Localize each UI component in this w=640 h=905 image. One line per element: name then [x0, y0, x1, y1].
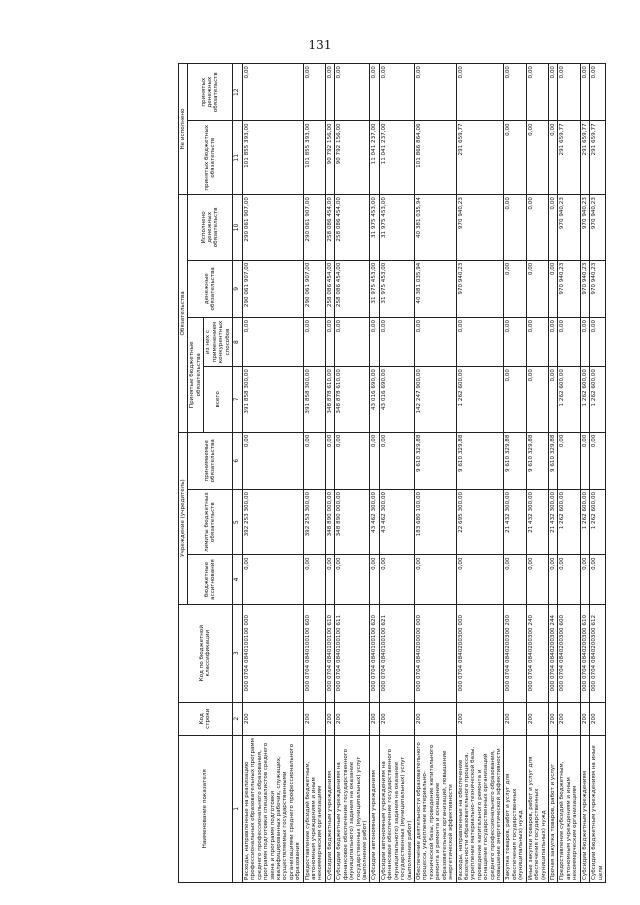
row-value-cell: 0,00 — [242, 555, 303, 604]
row-name-cell: Предоставление субсидий бюджетным, автономным учреждениям и иным некоммерческим организациям — [303, 735, 325, 882]
row-value-cell: 0,00 — [325, 64, 334, 121]
row-value-cell: 0,00 — [379, 432, 414, 489]
row-code-cell: 200 — [580, 702, 589, 735]
row-value-cell: 0,00 — [526, 121, 548, 195]
row-value-cell: 0,00 — [335, 555, 370, 604]
row-value-cell: 0,00 — [242, 317, 303, 366]
row-value-cell: 0,00 — [504, 260, 526, 317]
row-value-cell: 101 855 393,00 — [242, 121, 303, 195]
header-competitive: из них с применением конкурентных способов — [204, 317, 233, 366]
row-name-cell: Субсидии автономным учреждениям — [370, 735, 379, 882]
row-kbk-cell: 000 0704 0840100100 000 — [242, 604, 303, 702]
column-number: 4 — [232, 555, 242, 604]
row-name-cell: Обеспечение деятельности образовательного процесса, укрепление материально-технической базы, проведение капитального ремонта и ремонта и оснащение образовательных организаций, повышение энергетической эффективности — [414, 735, 456, 882]
row-code-cell: 200 — [526, 702, 548, 735]
header-allocations: бюджетные ассигнования — [188, 555, 233, 604]
row-value-cell: 90 792 156,00 — [325, 121, 334, 195]
row-value-cell: 391 858 300,00 — [242, 367, 303, 433]
header-execution: Исполнено денежных обязательств — [188, 195, 233, 261]
row-value-cell: 290 061 907,00 — [303, 260, 325, 317]
row-value-cell: 0,00 — [548, 195, 557, 261]
row-value-cell: 0,00 — [504, 195, 526, 261]
row-value-cell: 348 890 000,00 — [335, 489, 370, 555]
row-value-cell: 0,00 — [456, 317, 504, 366]
row-value-cell: 40 381 035,94 — [414, 195, 456, 261]
table-row — [526, 64, 548, 883]
row-name-cell: Закупка товаров, работ и услуг для обеспечения государственных (муниципальных) нужд — [504, 735, 526, 882]
row-value-cell: 0,00 — [504, 367, 526, 433]
row-kbk-cell: 000 0704 0840200300 610 — [580, 604, 589, 702]
row-value-cell: 0,00 — [580, 555, 589, 604]
row-value-cell: 0,00 — [526, 260, 548, 317]
row-kbk-cell: 000 0704 0840200300 612 — [590, 604, 606, 702]
row-value-cell: 970 940,23 — [456, 260, 504, 317]
row-value-cell: 22 695 300,00 — [456, 489, 504, 555]
row-value-cell: 43 462 300,00 — [370, 489, 379, 555]
row-value-cell: 0,00 — [580, 432, 589, 489]
row-kbk-cell: 000 0704 0840200300 244 — [548, 604, 557, 702]
row-value-cell: 43 016 690,00 — [379, 367, 414, 433]
row-value-cell: 291 659,77 — [590, 121, 606, 195]
row-value-cell: 970 940,23 — [558, 195, 580, 261]
row-code-cell: 200 — [325, 702, 334, 735]
row-value-cell: 0,00 — [548, 367, 557, 433]
row-name-cell: Субсидии автономным учреждениям на финансовое обеспечение государственного (муниципального) задания на оказание государственных (муниципальных) услуг (выполнение работ) — [379, 735, 414, 882]
row-value-cell: 0,00 — [526, 195, 548, 261]
row-value-cell: 0,00 — [242, 64, 303, 121]
column-number: 12 — [232, 64, 242, 121]
row-code-cell: 200 — [303, 702, 325, 735]
row-value-cell: 258 086 454,00 — [335, 260, 370, 317]
row-code-cell: 200 — [456, 702, 504, 735]
column-number: 10 — [232, 195, 242, 261]
row-value-cell: 970 940,23 — [558, 260, 580, 317]
row-value-cell: 0,00 — [548, 555, 557, 604]
row-value-cell: 9 610 329,88 — [504, 432, 526, 489]
row-value-cell: 970 940,23 — [456, 195, 504, 261]
row-value-cell: 0,00 — [558, 317, 580, 366]
row-value-cell: 1 262 600,00 — [580, 367, 589, 433]
row-value-cell: 0,00 — [558, 432, 580, 489]
row-value-cell: 290 061 907,00 — [242, 260, 303, 317]
row-value-cell: 0,00 — [548, 317, 557, 366]
row-value-cell: 21 432 300,00 — [548, 489, 557, 555]
row-value-cell: 0,00 — [303, 432, 325, 489]
row-value-cell: 0,00 — [456, 555, 504, 604]
header-line-code: Код строки — [179, 702, 233, 735]
row-value-cell: 348 878 610,00 — [335, 367, 370, 433]
row-value-cell: 348 890 000,00 — [325, 489, 334, 555]
row-value-cell: 43 016 690,00 — [370, 367, 379, 433]
row-value-cell: 970 940,23 — [590, 195, 606, 261]
row-value-cell: 9 610 329,88 — [548, 432, 557, 489]
row-value-cell: 0,00 — [590, 64, 606, 121]
row-value-cell: 0,00 — [504, 64, 526, 121]
row-value-cell: 0,00 — [590, 555, 606, 604]
row-value-cell: 43 462 300,00 — [379, 489, 414, 555]
page-number: 131 — [308, 38, 332, 52]
row-value-cell: 9 610 329,88 — [414, 432, 456, 489]
row-value-cell: 291 659,77 — [558, 121, 580, 195]
row-value-cell: 0,00 — [303, 64, 325, 121]
row-value-cell: 1 262 600,00 — [456, 367, 504, 433]
row-kbk-cell: 000 0704 0840200300 240 — [526, 604, 548, 702]
row-value-cell: 0,00 — [303, 317, 325, 366]
row-code-cell: 200 — [379, 702, 414, 735]
row-value-cell: 0,00 — [325, 432, 334, 489]
row-code-cell: 200 — [370, 702, 379, 735]
header-institution: Учреждение (учредитель) — [179, 432, 188, 604]
table-row — [580, 64, 589, 883]
row-value-cell: 970 940,23 — [590, 260, 606, 317]
row-value-cell: 9 610 329,88 — [456, 432, 504, 489]
column-number: 3 — [232, 604, 242, 702]
row-code-cell: 200 — [590, 702, 606, 735]
row-value-cell: 0,00 — [558, 64, 580, 121]
table-body — [242, 64, 605, 883]
table-row — [303, 64, 325, 883]
row-value-cell: 0,00 — [590, 317, 606, 366]
row-value-cell: 1 262 600,00 — [558, 489, 580, 555]
row-value-cell: 31 975 453,00 — [379, 195, 414, 261]
row-value-cell: 348 878 610,00 — [325, 367, 334, 433]
row-code-cell: 200 — [558, 702, 580, 735]
row-value-cell: 0,00 — [414, 317, 456, 366]
row-name-cell: Субсидии бюджетным учреждениям на финансовое обеспечение государственного (муниципального) задания на оказание государственных (муниципальных) услуг (выполнение работ) — [335, 735, 370, 882]
budget-execution-table — [178, 63, 606, 883]
table-row — [558, 64, 580, 883]
row-name-cell: Расходы, направленные на обеспечение безопасности образовательного процесса, укрепление материально-технической базы, проведение капитального ремонта и оснащение государственных организаций среднего профессионального образования, повышение энергетической эффективности — [456, 735, 504, 882]
row-name-cell: Субсидии бюджетным учреждениям — [580, 735, 589, 882]
table-row — [590, 64, 606, 883]
row-value-cell: 0,00 — [370, 432, 379, 489]
column-number: 1 — [232, 735, 242, 882]
row-value-cell: 0,00 — [325, 555, 334, 604]
row-value-cell: 290 061 907,00 — [242, 195, 303, 261]
row-value-cell: 290 061 907,00 — [303, 195, 325, 261]
row-value-cell: 258 086 454,00 — [325, 195, 334, 261]
row-value-cell: 31 975 453,00 — [370, 195, 379, 261]
table-row — [456, 64, 504, 883]
row-value-cell: 0,00 — [456, 64, 504, 121]
row-value-cell: 0,00 — [414, 64, 456, 121]
row-value-cell: 90 792 156,00 — [335, 121, 370, 195]
row-kbk-cell: 000 0704 0840100100 610 — [325, 604, 334, 702]
header-name: Наименование показателя — [179, 735, 233, 882]
header-limits: лимиты бюджетных обязательств — [188, 489, 233, 555]
row-value-cell: 258 086 454,00 — [335, 195, 370, 261]
column-number: 2 — [232, 702, 242, 735]
row-value-cell: 0,00 — [580, 317, 589, 366]
row-code-cell: 200 — [504, 702, 526, 735]
header-accepted-budget: Принятые бюджетные обязательства — [188, 317, 204, 432]
row-value-cell: 0,00 — [526, 317, 548, 366]
header-unexec-monetary: принятых денежных обязательств — [188, 64, 233, 121]
row-kbk-cell: 000 0704 0840100100 600 — [303, 604, 325, 702]
row-value-cell: 142 247 900,00 — [414, 367, 456, 433]
row-value-cell: 291 659,77 — [580, 121, 589, 195]
row-value-cell: 0,00 — [558, 555, 580, 604]
header-obligations: Обязательства — [179, 195, 188, 432]
row-value-cell: 391 858 300,00 — [303, 367, 325, 433]
row-value-cell: 0,00 — [414, 555, 456, 604]
row-value-cell: 21 432 300,00 — [504, 489, 526, 555]
row-value-cell: 0,00 — [370, 64, 379, 121]
row-kbk-cell: 000 0704 0840100100 621 — [379, 604, 414, 702]
row-value-cell: 0,00 — [379, 555, 414, 604]
row-value-cell: 31 975 453,00 — [379, 260, 414, 317]
header-unexecuted: Не исполнено — [179, 64, 188, 195]
header-monetary: денежные обязательства — [188, 260, 233, 317]
row-value-cell: 101 866 864,06 — [414, 121, 456, 195]
row-name-cell: Предоставление субсидий бюджетным, автономным учреждениям и иным некоммерческим организациям — [558, 735, 580, 882]
row-value-cell: 0,00 — [548, 260, 557, 317]
row-value-cell: 0,00 — [526, 64, 548, 121]
row-value-cell: 1 262 600,00 — [558, 367, 580, 433]
row-name-cell: Субсидии бюджетным учреждениям на иные цели — [590, 735, 606, 882]
row-value-cell: 0,00 — [590, 432, 606, 489]
table-row — [414, 64, 456, 883]
row-value-cell: 40 381 035,94 — [414, 260, 456, 317]
row-value-cell: 183 680 100,00 — [414, 489, 456, 555]
row-value-cell: 0,00 — [335, 432, 370, 489]
row-value-cell: 0,00 — [526, 555, 548, 604]
row-value-cell: 31 975 453,00 — [370, 260, 379, 317]
rotated-report-table — [178, 63, 604, 883]
row-value-cell: 970 940,23 — [580, 195, 589, 261]
row-kbk-cell: 000 0704 0840100100 620 — [370, 604, 379, 702]
table-row — [379, 64, 414, 883]
row-value-cell: 1 262 600,00 — [580, 489, 589, 555]
header-total: всего — [204, 367, 233, 433]
table-row — [325, 64, 334, 883]
row-value-cell: 21 432 300,00 — [526, 489, 548, 555]
row-value-cell: 0,00 — [242, 432, 303, 489]
row-value-cell: 0,00 — [548, 64, 557, 121]
header-budget-code: Код по бюджетной классификации — [179, 604, 233, 702]
row-name-cell: Расходы, направленные на реализацию профессиональных образовательных программ среднего профессионального образования, программ подготовки специалистов среднего звена и программ подготовки квалифицированных рабочих, служащих, осуществляемых государственными организациями среднего профессионального образования — [242, 735, 303, 882]
row-value-cell: 291 659,77 — [456, 121, 504, 195]
row-kbk-cell: 000 0704 0840200300 200 — [504, 604, 526, 702]
row-kbk-cell: 000 0704 0840200300 000 — [456, 604, 504, 702]
row-value-cell: 1 262 600,00 — [590, 367, 606, 433]
row-value-cell: 0,00 — [504, 317, 526, 366]
column-number: 11 — [232, 121, 242, 195]
column-numbers-row — [232, 64, 242, 883]
header-accepted: принимаемые обязательства — [188, 432, 233, 489]
row-value-cell: 0,00 — [370, 555, 379, 604]
row-value-cell: 392 253 300,00 — [303, 489, 325, 555]
row-value-cell: 9 610 329,88 — [526, 432, 548, 489]
row-value-cell: 0,00 — [379, 64, 414, 121]
row-value-cell: 0,00 — [335, 317, 370, 366]
row-kbk-cell: 000 0704 0840200300 600 — [558, 604, 580, 702]
table-row — [242, 64, 303, 883]
row-value-cell: 11 041 237,00 — [370, 121, 379, 195]
row-code-cell: 200 — [414, 702, 456, 735]
row-value-cell: 258 086 454,00 — [325, 260, 334, 317]
row-value-cell: 0,00 — [325, 317, 334, 366]
header-unexec-budget: принятых бюджетных обязательств — [188, 121, 233, 195]
column-number: 9 — [232, 260, 242, 317]
row-code-cell: 200 — [548, 702, 557, 735]
row-value-cell: 0,00 — [526, 367, 548, 433]
row-value-cell: 392 253 300,00 — [242, 489, 303, 555]
row-value-cell: 0,00 — [303, 555, 325, 604]
row-name-cell: Субсидии бюджетным учреждениям — [325, 735, 334, 882]
column-number: 8 — [232, 317, 242, 366]
row-value-cell: 0,00 — [379, 317, 414, 366]
table-row — [370, 64, 379, 883]
row-value-cell: 0,00 — [370, 317, 379, 366]
table-row — [504, 64, 526, 883]
row-value-cell: 0,00 — [504, 121, 526, 195]
row-value-cell: 1 262 600,00 — [590, 489, 606, 555]
row-name-cell: Прочая закупка товаров, работ и услуг — [548, 735, 557, 882]
row-value-cell: 0,00 — [580, 64, 589, 121]
column-number: 5 — [232, 489, 242, 555]
row-value-cell: 970 940,23 — [580, 260, 589, 317]
table-row — [548, 64, 557, 883]
column-number: 6 — [232, 432, 242, 489]
row-code-cell: 200 — [242, 702, 303, 735]
row-value-cell: 0,00 — [504, 555, 526, 604]
row-value-cell: 0,00 — [335, 64, 370, 121]
row-name-cell: Иные закупки товаров, работ и услуг для обеспечения государственных (муниципальных) нужд — [526, 735, 548, 882]
row-value-cell: 101 855 393,00 — [303, 121, 325, 195]
row-code-cell: 200 — [335, 702, 370, 735]
column-number: 7 — [232, 367, 242, 433]
row-value-cell: 11 041 237,00 — [379, 121, 414, 195]
row-kbk-cell: 000 0704 0840200000 000 — [414, 604, 456, 702]
row-kbk-cell: 000 0704 0840100100 611 — [335, 604, 370, 702]
table-row — [335, 64, 370, 883]
row-value-cell: 0,00 — [548, 121, 557, 195]
